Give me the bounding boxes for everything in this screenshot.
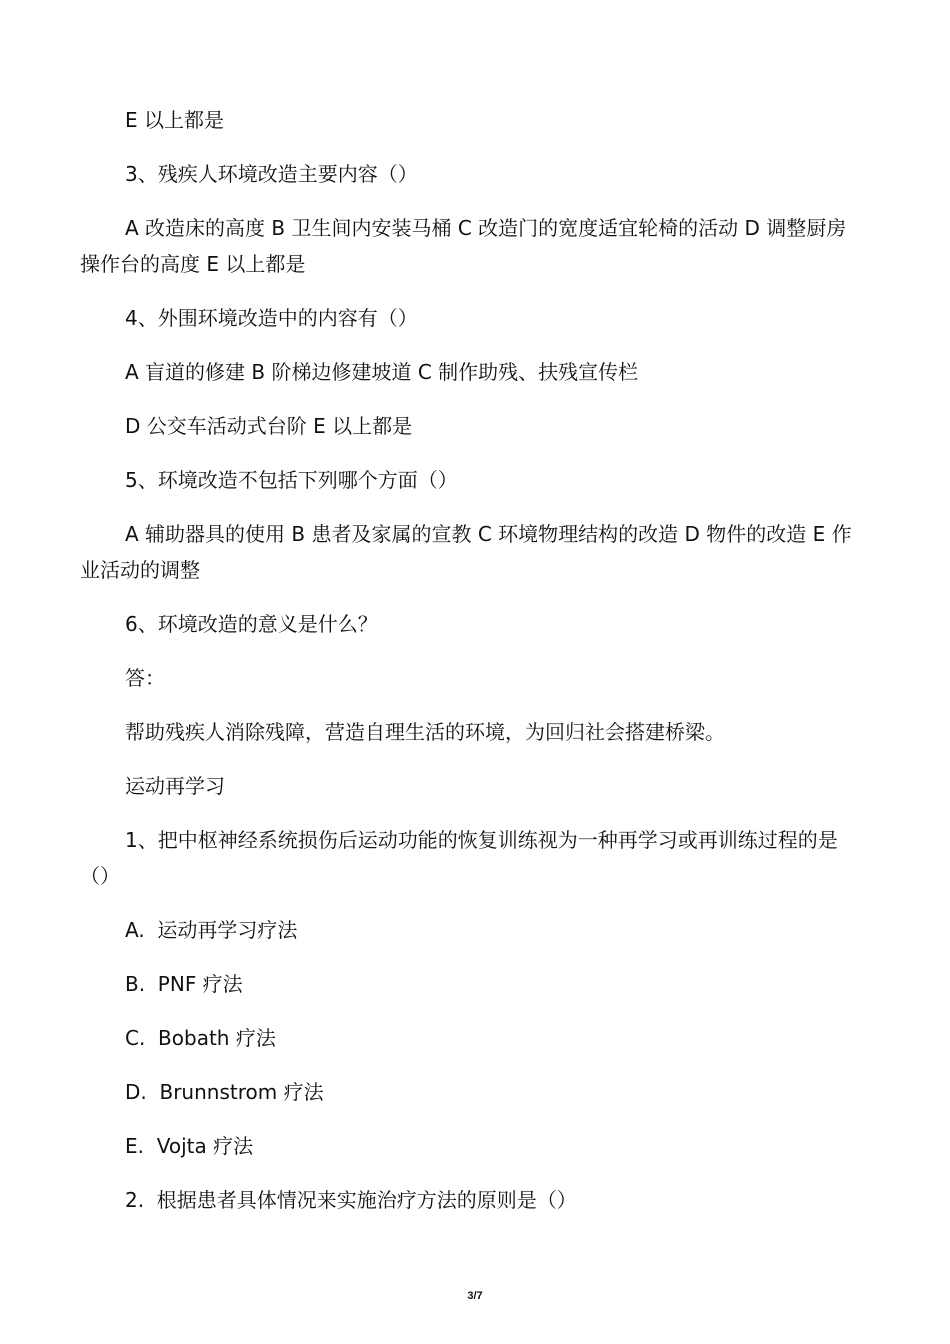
option-b: B. PNF 疗法 [125,972,243,996]
question-heading: 4、外围环境改造中的内容有（） [125,306,418,330]
option-c: C. Bobath 疗法 [125,1026,276,1050]
question-heading: 6、环境改造的意义是什么？ [125,612,378,636]
question-heading: 3、残疾人环境改造主要内容（） [125,162,418,186]
page-number: 3/7 [467,1290,483,1302]
answer-label: 答： [125,666,165,690]
question-heading: 1、把中枢神经系统损伤后运动功能的恢复训练视为一种再学习或再训练过程的是（） [80,828,838,888]
answer-text: 帮助残疾人消除残障，营造自理生活的环境，为回归社会搭建桥梁。 [125,720,725,744]
question-options: A 辅助器具的使用 B 患者及家属的宣教 C 环境物理结构的改造 D 物件的改造 E 作业活动的调整 [80,522,852,582]
option-e: E. Vojta 疗法 [125,1134,254,1158]
question-heading: 2. 根据患者具体情况来实施治疗方法的原则是（） [125,1188,577,1212]
question-options: A 盲道的修建 B 阶梯边修建坡道 C 制作助残、扶残宣传栏 [125,360,639,384]
option-a: A. 运动再学习疗法 [125,918,298,942]
page-content [80,102,860,1236]
question-options: A 改造床的高度 B 卫生间内安装马桶 C 改造门的宽度适宜轮椅的活动 D 调整厨房操作台的高度 E 以上都是 [80,216,847,276]
section-title: 运动再学习 [125,774,225,798]
paragraph: E 以上都是 [125,108,224,132]
question-heading: 5、环境改造不包括下列哪个方面（） [125,468,458,492]
option-d: D. Brunnstrom 疗法 [125,1080,324,1104]
question-options: D 公交车活动式台阶 E 以上都是 [125,414,413,438]
